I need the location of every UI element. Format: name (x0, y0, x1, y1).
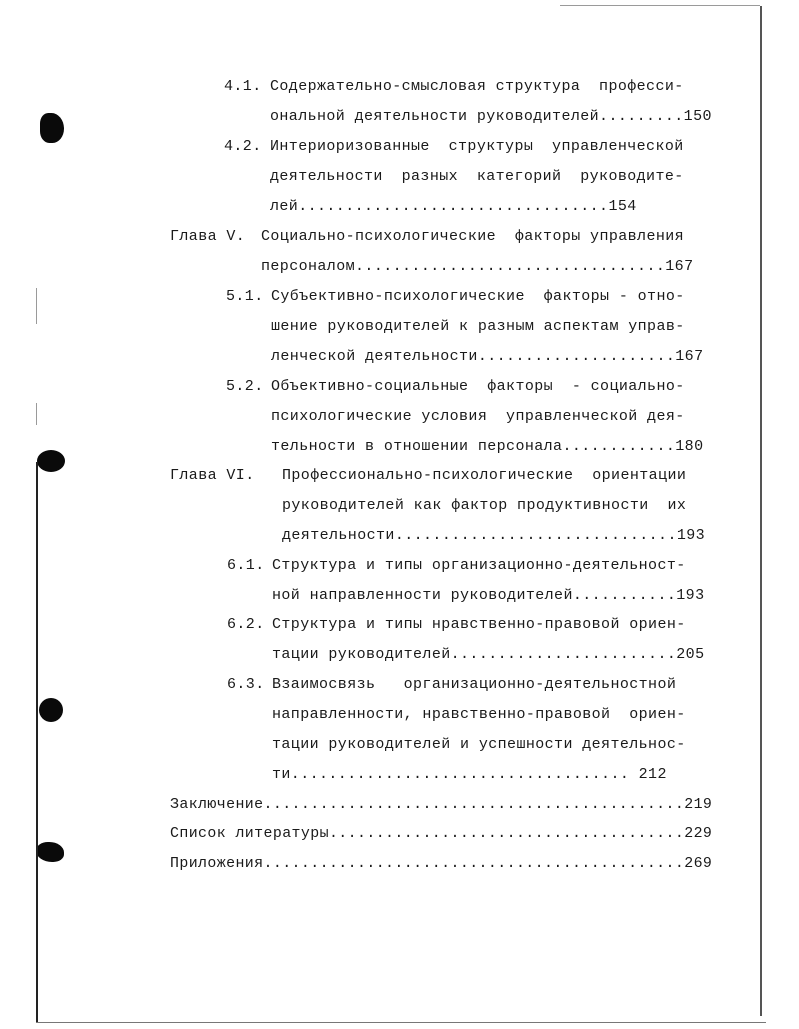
toc-entry-text: тельности в отношении персонала............180 (271, 438, 704, 455)
toc-entry-text: тации руководителей и успешности деятельнос- (272, 736, 686, 753)
toc-entry-text: Структура и типы нравственно-правовой ориен- (272, 616, 686, 633)
toc-entry-text: направленности, нравственно-правовой ориен- (272, 706, 686, 723)
toc-entry-number: 6.3. (227, 676, 265, 693)
toc-entry-text: Объективно-социальные факторы - социально- (271, 378, 685, 395)
scan-mark-left (36, 288, 37, 324)
toc-chapter-number: Глава V. (170, 228, 246, 245)
toc-entry-text: деятельности..............................193 (282, 527, 706, 544)
toc-entry-text: Структура и типы организационно-деятельност- (272, 557, 686, 574)
scan-edge-left (36, 462, 38, 1022)
punch-hole-mark (36, 842, 64, 862)
toc-entry-text: ти.................................... 212 (272, 766, 667, 783)
toc-entry-number: 6.2. (227, 616, 265, 633)
toc-entry-text: руководителей как фактор продуктивности их (282, 497, 687, 514)
toc-entry-text: ленческой деятельности.....................167 (271, 348, 704, 365)
toc-entry-text: Содержательно-смысловая структура професси- (270, 78, 684, 95)
toc-entry-text: Заключение.............................................219 (170, 796, 713, 813)
toc-entry-number: 5.2. (226, 378, 264, 395)
toc-chapter-number: Глава VI. (170, 467, 255, 484)
toc-entry-text: шение руководителей к разным аспектам управ- (271, 318, 685, 335)
scan-edge-right (760, 6, 762, 1016)
toc-entry-text: Субъективно-психологические факторы - отно- (271, 288, 685, 305)
toc-entry-number: 6.1. (227, 557, 265, 574)
punch-hole-mark (37, 450, 65, 472)
toc-entry-text: психологические условия управленческой дея- (271, 408, 685, 425)
toc-entry-number: 4.1. (224, 78, 262, 95)
toc-entry-text: деятельности разных категорий руководите- (270, 168, 684, 185)
toc-entry-text: ональной деятельности руководителей.........150 (270, 108, 712, 125)
toc-entry-text: Интериоризованные структуры управленческой (270, 138, 684, 155)
toc-entry-text: персоналом.................................167 (261, 258, 694, 275)
scan-edge-top (560, 5, 760, 6)
toc-entry-text: Взаимосвязь организационно-деятельностной (272, 676, 677, 693)
toc-entry-text: Профессионально-психологические ориентации (282, 467, 687, 484)
toc-entry-number: 5.1. (226, 288, 264, 305)
toc-entry-text: ной направленности руководителей...........193 (272, 587, 705, 604)
punch-hole-mark (40, 113, 64, 143)
scan-mark-left (36, 403, 37, 425)
scan-edge-bottom (36, 1022, 766, 1023)
toc-entry-text: Приложения.............................................269 (170, 855, 713, 872)
toc-entry-text: Список литературы......................................229 (170, 825, 713, 842)
punch-hole-mark (39, 698, 63, 722)
toc-entry-text: тации руководителей........................205 (272, 646, 705, 663)
toc-entry-number: 4.2. (224, 138, 262, 155)
toc-entry-text: лей.................................154 (270, 198, 637, 215)
toc-entry-text: Социально-психологические факторы управления (261, 228, 685, 245)
